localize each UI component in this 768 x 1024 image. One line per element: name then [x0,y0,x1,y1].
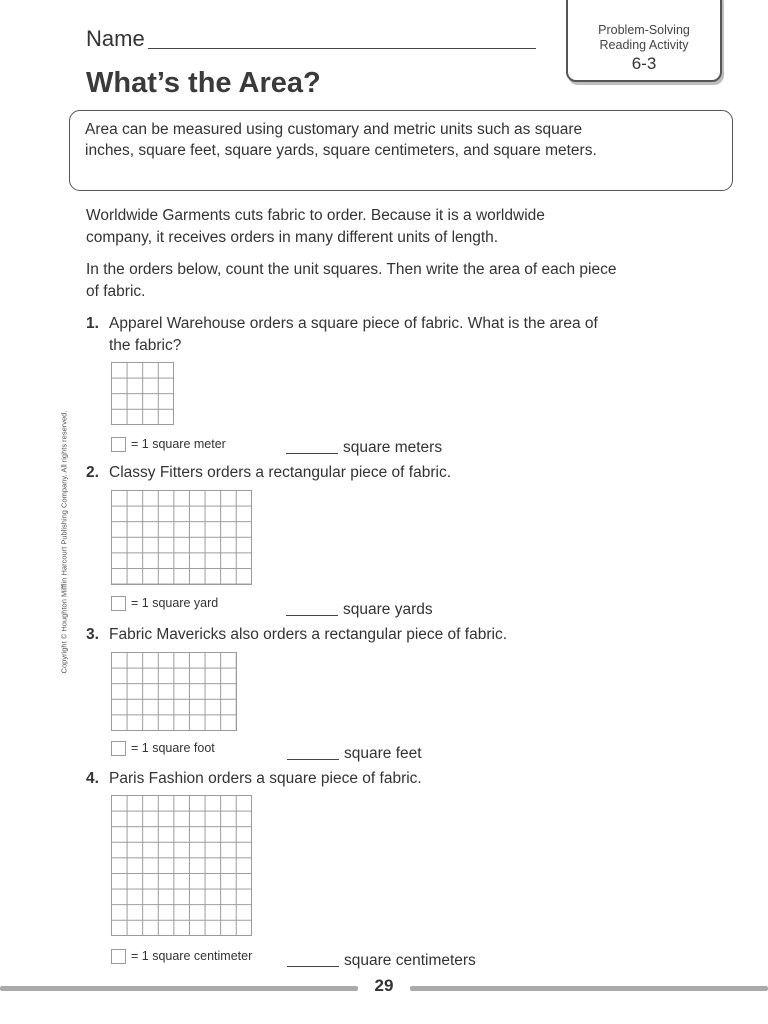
answer-unit: square feet [344,745,422,762]
name-label: Name [86,26,145,51]
answer-blank[interactable] [286,453,338,454]
unit-square-icon [111,949,126,964]
answer-unit: square yards [343,601,433,618]
activity-tab [566,0,722,82]
footer-rule-left [0,986,358,991]
question-text: Apparel Warehouse orders a square piece of fabric. What is the area of the fabric? [109,315,598,354]
answer-unit: square centimeters [344,952,476,969]
page-number: 29 [374,976,394,995]
page-title: What’s the Area? [86,67,321,99]
question-number: 4. [86,770,99,787]
unit-key-label: = 1 square foot [131,741,215,755]
question-number: 3. [86,626,99,643]
question-number: 1. [86,315,99,332]
footer-rule-right [410,986,768,991]
answer-blank[interactable] [287,966,339,967]
question-text: Fabric Mavericks also orders a rectangular piece of fabric. [109,626,507,643]
unit-square-icon [111,741,126,756]
intro-paragraph: Worldwide Garments cuts fabric to order. Because it is a worldwide company, it receives orders in many different units of length. [86,207,545,246]
unit-grid [111,362,174,425]
unit-square-icon [111,437,126,452]
info-box [69,110,733,191]
answer-blank[interactable] [287,759,339,760]
info-text: Area can be measured using customary and metric units such as square inches, square feet, square yards, square centimeters, and square meters. [85,121,597,159]
unit-grid [111,652,237,731]
unit-key-label: = 1 square yard [131,596,219,610]
question-number: 2. [86,464,99,481]
activity-number: 6-3 [631,54,657,73]
unit-key-label: = 1 square centimeter [131,949,253,963]
unit-square-icon [111,596,126,611]
question-text: Paris Fashion orders a square piece of fabric. [109,770,422,787]
unit-grid [111,795,252,936]
instructions-paragraph: In the orders below, count the unit squares. Then write the area of each piece of fabric. [86,261,617,300]
activity-type: Problem-Solving Reading Activity [598,23,690,52]
unit-key-label: = 1 square meter [131,437,226,451]
question-text: Classy Fitters orders a rectangular piece of fabric. [109,464,451,481]
copyright-note: Copyright © Houghton Mifflin Harcourt Publishing Company. All rights reserved. [59,410,69,674]
answer-blank[interactable] [286,615,338,616]
name-row [86,27,536,53]
answer-unit: square meters [343,439,443,456]
name-line[interactable] [148,48,536,49]
unit-grid [111,490,252,585]
